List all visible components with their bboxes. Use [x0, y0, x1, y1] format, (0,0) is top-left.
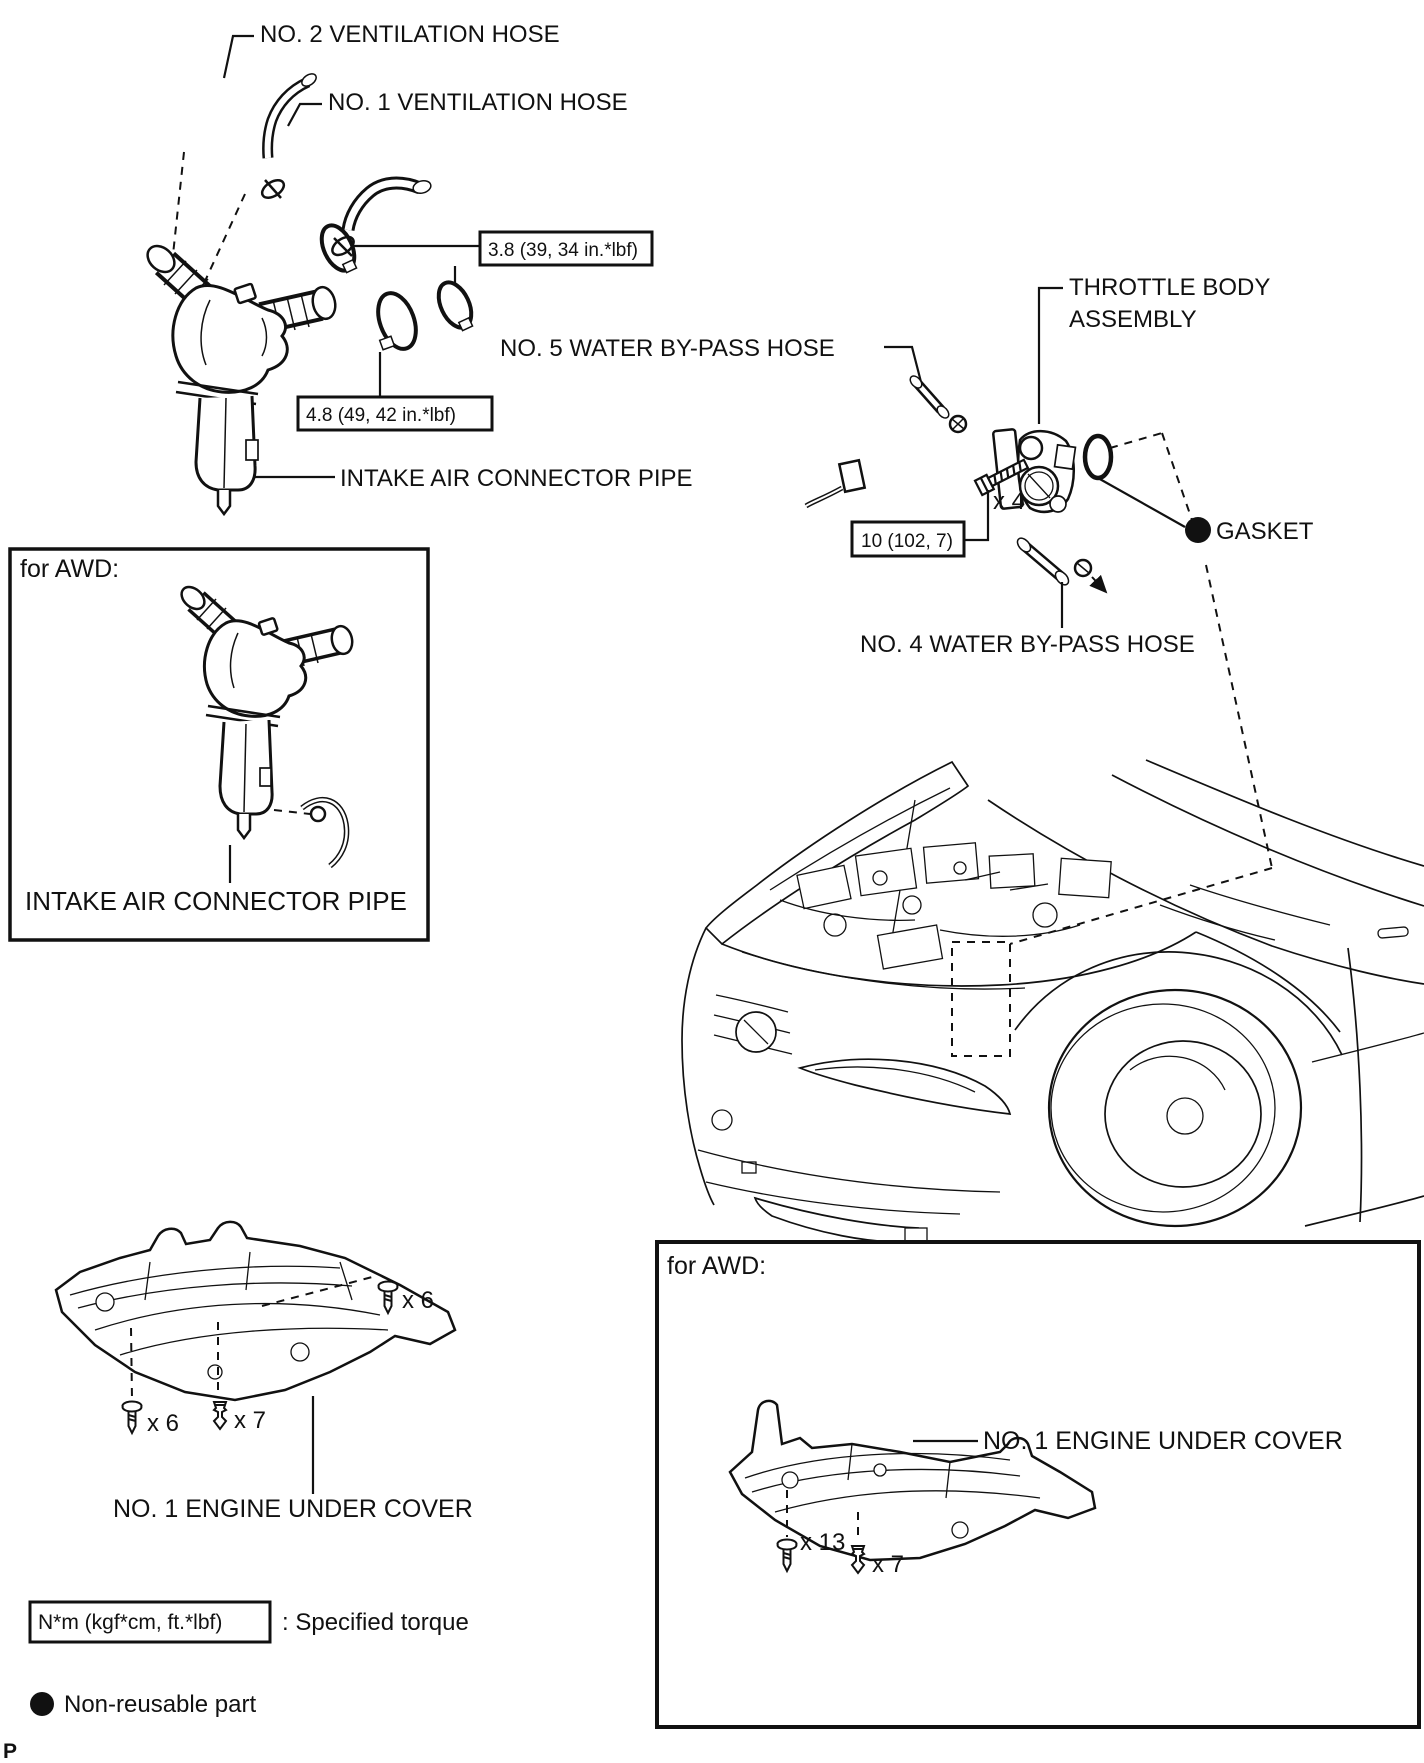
no1-ventilation-hose-label: NO. 1 VENTILATION HOSE: [328, 89, 628, 116]
torque-4_8-value: 4.8 (49, 42 in.*lbf): [306, 405, 456, 426]
cover1-clip-count: x 7: [234, 1407, 267, 1434]
throttle-body-leader: [1039, 288, 1063, 424]
torque-10-leader: [964, 490, 988, 540]
throttle-bolt-count: x 4: [993, 488, 1026, 515]
no1-hose-leader: [288, 104, 322, 126]
vehicle-illustration: [682, 760, 1424, 1242]
cover2-screw-count: x 13: [800, 1529, 846, 1556]
intake-pipe-label: INTAKE AIR CONNECTOR PIPE: [340, 465, 693, 492]
page-marker: P: [3, 1740, 18, 1763]
front-fascia: [698, 995, 1010, 1242]
awd-intake-title: for AWD:: [20, 555, 120, 583]
cover1-bottom-screw-count: x 6: [147, 1410, 180, 1437]
no5-bypass-hose-part: [908, 374, 966, 432]
gasket-locator-dash-1: [1110, 433, 1162, 448]
no2-hose-leader: [224, 36, 254, 78]
torque-10-value: 10 (102, 7): [861, 531, 953, 552]
throttle-gasket-oring: [1085, 436, 1111, 478]
awd-under-cover-part: [730, 1401, 1095, 1560]
legend-torque-desc: : Specified torque: [282, 1609, 469, 1636]
cover1-label: NO. 1 ENGINE UNDER COVER: [113, 1495, 473, 1523]
wire-bracket-part: [806, 460, 865, 506]
engine-bay-target-box: [952, 942, 1010, 1056]
nonreusable-dot: [1185, 517, 1211, 543]
body-side: [1305, 927, 1424, 1226]
cover2-label: NO. 1 ENGINE UNDER COVER: [983, 1427, 1343, 1455]
cover1-clip-icon: [214, 1402, 226, 1429]
torque-3_8-value: 3.8 (39, 34 in.*lbf): [488, 240, 638, 261]
no4-bypass-hose-label: NO. 4 WATER BY-PASS HOSE: [860, 631, 1195, 658]
awd-intake-pipe-part: [177, 583, 354, 866]
awd-wire-clip-dash: [274, 810, 310, 814]
no4-clamp-arrow: [1092, 577, 1106, 592]
gasket-locator-dash-3: [1206, 565, 1272, 868]
gasket-leader: [1098, 478, 1185, 527]
front-wheel: [1015, 952, 1342, 1226]
legend-torque-symbol: N*m (kgf*cm, ft.*lbf): [38, 1611, 223, 1634]
throttle-body-label-line2: ASSEMBLY: [1069, 306, 1197, 333]
engine-under-cover-part: [56, 1222, 455, 1400]
cover2-clip-icon: [852, 1546, 864, 1573]
hose2-guide-dashed: [172, 152, 184, 264]
no2-ventilation-hose-label: NO. 2 VENTILATION HOSE: [260, 21, 560, 48]
cover1-bottom-screw-icon: [123, 1402, 142, 1434]
awd-intake-pipe-label: INTAKE AIR CONNECTOR PIPE: [25, 886, 407, 916]
cover2-clip-count: x 7: [872, 1551, 905, 1578]
cover1-top-screw-count: x 6: [402, 1287, 435, 1314]
no2-ventilation-hose-part: [259, 71, 318, 201]
throttle-body-label-line1: THROTTLE BODY: [1069, 274, 1271, 301]
no4-bypass-hose-part: [1015, 536, 1091, 588]
door-handle: [1378, 927, 1409, 939]
no5-bypass-hose-label: NO. 5 WATER BY-PASS HOSE: [500, 335, 835, 362]
cover2-screw-icon: [778, 1540, 797, 1572]
gasket-locator-dash-2: [1162, 433, 1192, 520]
gasket-label: GASKET: [1216, 518, 1314, 545]
awd-cover-title: for AWD:: [667, 1252, 767, 1280]
legend-nonreusable-label: Non-reusable part: [64, 1691, 257, 1718]
hose1-guide-dashed: [200, 194, 245, 292]
legend-nonreusable-dot: [30, 1692, 54, 1716]
intake-air-connector-pipe-part: [142, 241, 338, 514]
